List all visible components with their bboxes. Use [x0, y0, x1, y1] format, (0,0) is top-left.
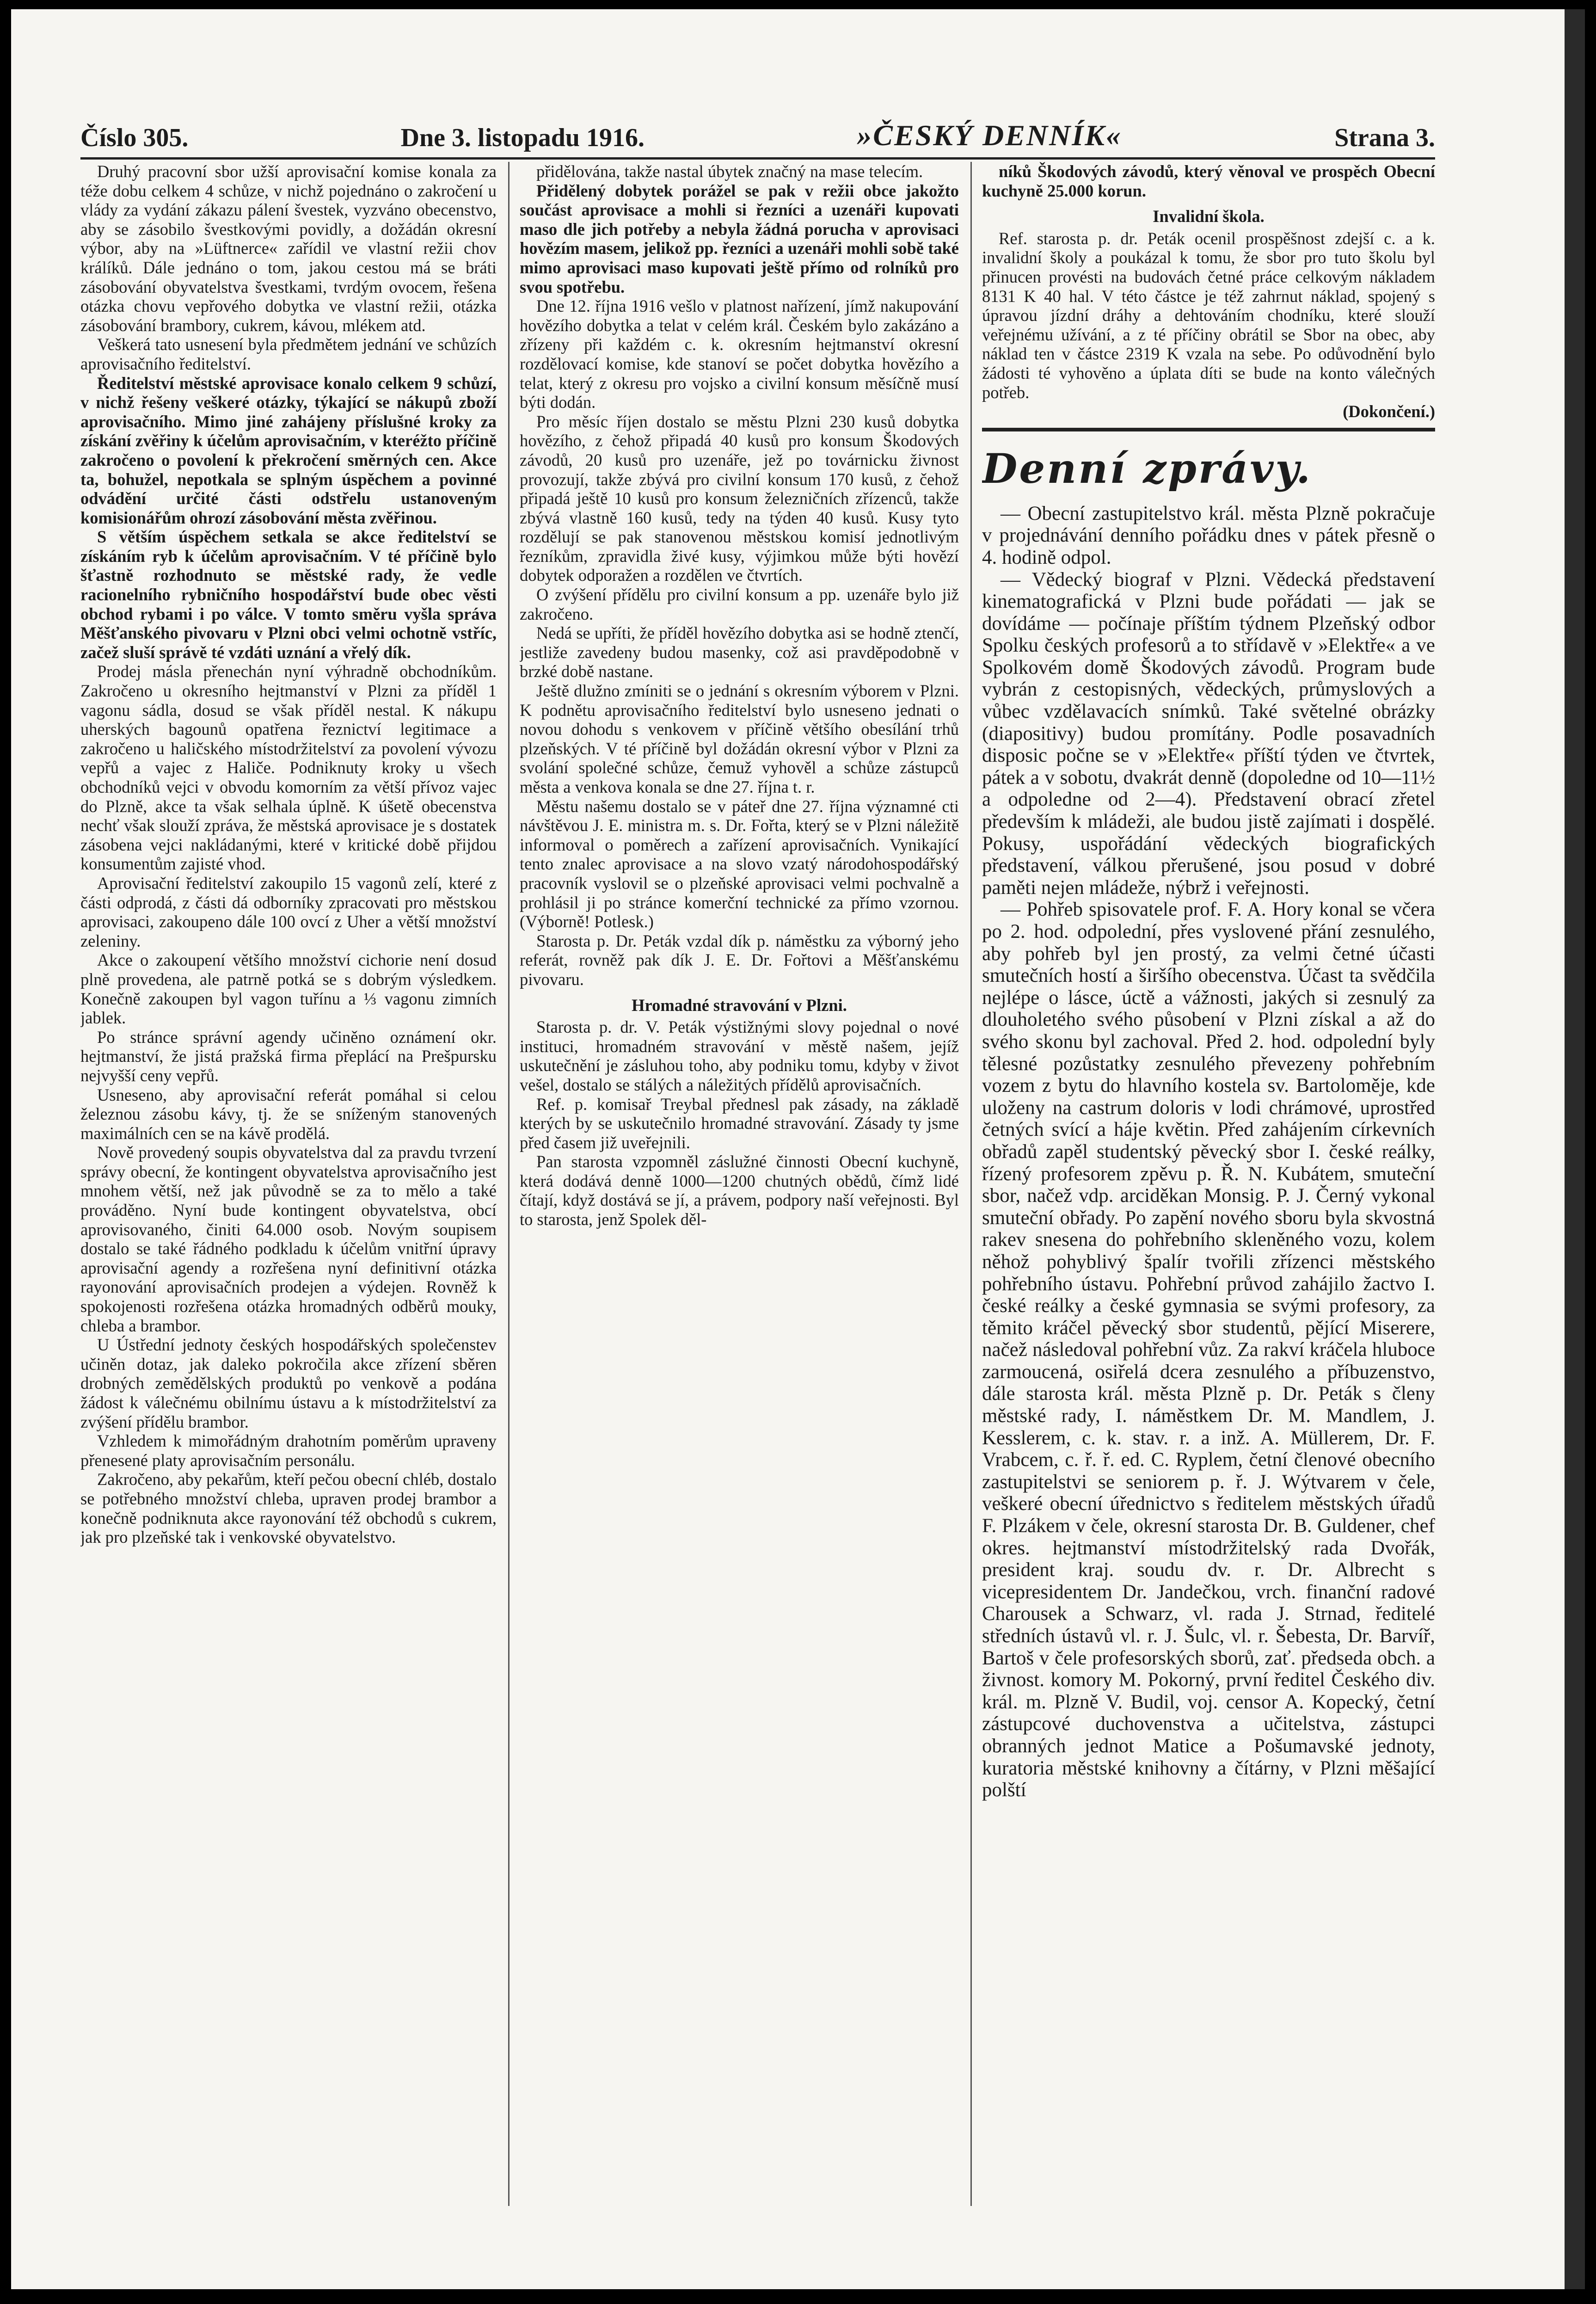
- paragraph: Nedá se upříti, že příděl hovězího dobytka asi se hodně ztenčí, jestliže zavedeny budou masenky, což asi pravděpodobně v brzké době nastane.: [520, 623, 959, 681]
- paragraph: Druhý pracovní sbor užší aprovisační komise konala za téže dobu celkem 4 schůze, v nichž pojednáno o zakročení u vlády za vydání zákazu pálení švestek, vyzváno obecenstvo, aby se zásobilo švestkovými povidly, a dožádán okresní výbor, aby na »Lüftnerce« zařídil ve vlastní režii chov králíků. Dále jednáno o tom, jakou cestou má se bráti zásobování obyvatelstva švestkami, tvrdým ovocem, řešena otázka chovu vepřového dobytka ve vlastní režii, otázka zásobování brambory, cukrem, kávou, mlékem atd.: [80, 162, 497, 335]
- scan-edge: [1565, 9, 1585, 2289]
- column-rule: [970, 162, 972, 2206]
- paragraph: Městu našemu dostalo se v páteř dne 27. října významné cti návštěvou J. E. ministra m. s. Dr. Fořta, který se v Plzni náležitě informoval o poměrech a zařízení aprovisačních. Vynikající tento znalec aprovisace a na slovo vzatý národohospodářský pracovník vyslovil se o plzeňské aprovisaci velmi pochvalně a prohlásil ji po stránce komerční technické za přímo vzornou. (Výborně! Potlesk.): [520, 796, 959, 931]
- paragraph: Veškerá tato usnesení byla předmětem jednání ve schůzích aprovisačního ředitelství.: [80, 335, 497, 373]
- continuation-note: (Dokončení.): [1343, 402, 1435, 421]
- section-divider: [982, 428, 1435, 431]
- page-number: Strana 3.: [1334, 123, 1435, 152]
- paragraph: Zakročeno, aby pekařům, kteří pečou obecní chléb, dostalo se potřebného množství chleba, upraven prodej brambor a konečně podniknuta akce rayonování též obchodů s cukrem, jak pro plzeňské tak i venkovské obyvatelstvo.: [80, 1470, 497, 1547]
- paragraph: Po stránce správní agendy učiněno oznámení okr. hejtmanství, že jistá pražská firma přeplácí na Prešpursku nejvyšší ceny vepřů.: [80, 1027, 497, 1085]
- paragraph: Akce o zakoupení většího množství cichorie není dosud plně provedena, ale patrně potká se s dobrým výsledkem. Konečně zakoupen byl vagon tuřínu a ⅓ vagonu zimních jablek.: [80, 950, 497, 1028]
- article-heading: Invalidní škola.: [1153, 207, 1265, 226]
- paragraph: přidělována, takže nastal úbytek značný na mase telecím.: [536, 162, 923, 181]
- paragraph: Ref. starosta p. dr. Peták ocenil prospěšnost zdejší c. a k. invalidní školy a poukázal k tomu, že sbor pro tuto školu byl přinucen provésti na budovách četné práce celkovým nákladem 8131 K 40 hal. V této částce je též zahrnut náklad, spojený s úpravou jízdní dráhy a dehtováním chodníku, které slouží veřejnému užívání, a z té příčiny obrátil se Sbor na obec, aby náklad ten v částce 2319 K vzala na sebe. Po odůvodnění bylo žádosti té vyhověno a úplata díti se bude na konto válečných potřeb.: [982, 228, 1435, 402]
- paragraph: Ještě dlužno zmíniti se o jednání s okresním výborem v Plzni. K podnětu aprovisačního ředitelství bylo usneseno jednati o novou dohodu s venkovem v příčině většího obesílání trhů plzeňských. V té příčině byl dožádán okresní výbor v Plzni za svolání společné schůze, čemuž vyhověl a schůze zástupců města a venkova konala se dne 27. října t. r.: [520, 681, 959, 796]
- paragraph: Pro měsíc říjen dostalo se městu Plzni 230 kusů dobytka hovězího, z čehož připadá 40 kusů pro konsum Škodových závodů, 20 kusů pro uzenáře, jež po továrnicku živnost provozují, takže zbývá pro civilní konsum 170 kusů, z čehož připadá ještě 10 kusů pro konsum železničních zřízenců, takže zbývá vlastně 160 kusů, tedy na týden 40 kusů. Kusy tyto rozdělují se pak stanovenou městskou komisí jednotlivým řezníkům, zpravidla živé kusy, výjimkou může býti hovězí dobytek odporažen a rozdělen ve čtvrtích.: [520, 412, 959, 585]
- paragraph: Starosta p. dr. V. Peták výstižnými slovy pojednal o nové instituci, hromadném stravování v městě našem, jejíž uskutečnění je zásluhou toho, aby podniku tomu, kdyby v život vešel, dostalo se stálých a náležitých přídělů aprovisačních.: [520, 1017, 959, 1094]
- paragraph: Ředitelství městské aprovisace konalo celkem 9 schůzí, v nichž řešeny veškeré otázky, týkající se nákupů zboží aprovisačního. Mimo jiné zahájeny příslušné kroky za získání zvěřiny k účelům aprovisačním, v kteréžto příčině zakročeno o povolení k překročení směrných cen. Akce ta, bohužel, nepotkala se splným úspěchem a povinné odvádění určité části odstřelu ustanoveným komisionářům ohrozí zásobování města zvěřinou.: [80, 373, 497, 527]
- news-item: — Vědecký biograf v Plzni. Vědecká představení kinematografická v Plzni bude pořádati — jak se dovídáme — počínaje příštím týdnem Plzeňský odbor Spolku českých profesorů a to střídavě v »Elektře« a ve Spolkovém domě Škodových závodů. Program bude vybrán z cestopisných, vědeckých, průmyslových a vůbec vzdělavacích snímků. Také světelné obrázky (diapositivy) budou promítány. Podle posavadních disposic počne se v »Elektře« příští týden ve čtvrtek, pátek a v sobotu, dvakrát denně (dopoledne od 10—11½ a odpoledne od 2—4). Představení obrací zřetel především k mládeži, ale budou jistě zajímati i dospělé. Pokusy, uspořádání vědeckých biografických představení, válkou přerušené, jsou posud v dobré paměti nejen mládeže, nýbrž i veřejnosti.: [982, 568, 1435, 899]
- newspaper-title: »ČESKÝ DENNÍK«: [857, 119, 1122, 152]
- paragraph: níků Škodových závodů, který věnoval ve prospěch Obecní kuchyně 25.000 korun.: [982, 162, 1435, 200]
- paragraph: Prodej másla přenechán nyní výhradně obchodníkům. Zakročeno u okresního hejtmanství v Plzni za příděl 1 vagonu sádla, dosud se však příděl nestal. K nákupu uherských bagounů opatřena řeznictví legitimace a zakročeno u haličského místodržitelství za povolení vývozu vepřů a vajec z Haliče. Podniknuty kroky u všech obchodníků vejci v obvodu komorním za větší přívoz vajec do Plzně, akce ta však selhala úplně. K úšetě obecenstva nechť však slouží zpráva, že městská aprovisace je s dostatek zásobena vejci nakládanými, které v kritické době přijdou konsumentům zajisté vhod.: [80, 662, 497, 874]
- column-rule: [508, 162, 509, 2206]
- paragraph: Aprovisační ředitelství zakoupilo 15 vagonů zelí, které z části odprodá, z části dá odborníky zpracovati pro městskou aprovisaci, zakoupeno dále 100 ovcí z Uher a větší množství zeleniny.: [80, 873, 497, 950]
- paragraph: Dne 12. října 1916 vešlo v platnost nařízení, jímž nakupování hovězího dobytka a telat v celém král. Českém bylo zakázáno a zřízeny při každém c. k. okresním hejtmanství okresní rozdělovací komise, kde stanoví se počet dobytka hovězího a telat, který z okresu pro vojsko a civilní konsum měsíčně musí býti dodán.: [520, 296, 959, 412]
- paragraph: U Ústřední jednoty českých hospodářských společenstev učiněn dotaz, jak daleko pokročila akce zřízení sběren drobných zemědělských produktů po venkově a podána žádost k válečnému obilnímu ústavu a k místodržitelství za zvýšení přídělu brambor.: [80, 1335, 497, 1431]
- news-item: — Obecní zastupitelstvo král. města Plzně pokračuje v projednávání denního pořádku dnes v pátek přesně o 4. hodině odpol.: [982, 502, 1435, 568]
- issue-date: Dne 3. listopadu 1916.: [400, 123, 645, 152]
- page-header: [80, 102, 1435, 160]
- paragraph: Pan starosta vzpomněl záslužné činnosti Obecní kuchyně, která dodává denně 1000—1200 chutných obědů, čímž lidé čítají, když dostává se jí, a právem, podpory naší veřejnosti. Byl to starosta, jenž Spolek děl-: [520, 1152, 959, 1229]
- paragraph: S větším úspěchem setkala se akce ředitelství se získáním ryb k účelům aprovisačním. V té příčině bylo šťastně rozhodnuto se městské rady, že vedle racionelního rybničního hospodářství bude obec věsti obchod rybami i po válce. V tomto směru vyšla správa Měšťanského pivovaru v Plzni obci velmi ochotně vstříc, začež sluší správě té vzdáti uznání a vřelý dík.: [80, 527, 497, 662]
- news-section: [982, 503, 1435, 1801]
- newspaper-page: [11, 9, 1565, 2289]
- news-item: — Pohřeb spisovatele prof. F. A. Hory konal se včera po 2. hod. odpolední, přes vyslovené přání zesnulého, aby pohřeb byl jen prostý, za velmi četné účasti smutečních hostí a širšího obecenstva. Účast ta svědčila nejlépe o lásce, úctě a vážnosti, jakých si zesnulý za dlouholetého svého působení v Plzni získal a až do svého skonu byl zachoval. Před 2. hod. odpolední byly tělesné pozůstatky zesnulého převezeny pohřebním vozem z bytu do hlavního kostela sv. Bartoloměje, kde uloženy na castrum doloris v lodi chrámové, uprostřed četných svící a háje květin. Před zahájením církevních obřadů zapěl studentský pěvecký sbor I. české reálky, řízený profesorem zpěvu p. Ř. N. Kubátem, smuteční sbor, načež vdp. arciděkan Monsig. P. J. Černý vykonal smuteční obřady. Po zapění nového sboru byla skvostná rakev snesena do pohřebního skleněného vozu, kolem něhož pohyblivý špalír tvořili zřízenci městského pohřebního ústavu. Pohřební průvod zahájilo žactvo I. české reálky a české gymnasia se svými profesory, za těmito kráčel pěvecký sbor studentů, pějící Miserere, načež následoval pohřební vůz. Za rakví kráčela hluboce zarmoucená, osiřelá dcera zesnulého a příbuzenstvo, dále starosta král. města Plzně p. Dr. Peták s členy městské rady, I. náměstkem Dr. M. Mandlem, J. Kesslerem, c. k. stav. r. a inž. A. Müllerem, Dr. F. Vrabcem, c. ř. ř. ed. C. Ryplem, četní členové obecního zastupitelstvi se seniorem p. ř. J. Wýtvarem v čele, veškeré obecní úřednictvo s ředitelem městských úřadů F. Plzákem v čele, okresní starosta Dr. B. Guldener, chef okres. hejtmanství místodržitelský rada Dvořák, president kraj. soudu dv. r. Dr. Albrecht s vicepresidentem Dr. Jandečkou, vrch. finanční radové Charousek a Schwarz, vl. rada J. Strnad, ředitelé středních ústavů vl. r. J. Šulc, vl. r. Šebesta, Dr. Barvíř, Bartoš v čele profesorských sborů, zať. předseda obch. a živnost. komory M. Pokorný, první ředitel Českého div. král. m. Plzně V. Budil, voj. censor A. Kopecký, četní zástupcové duchovenstva a učitelstva, zástupci obranných jednot Matice a Pošumavské jednoty, kuratoria městské knihovny a čítárny, v Plzni měšající polští: [982, 899, 1435, 1801]
- paragraph: Nově provedený soupis obyvatelstva dal za pravdu tvrzení správy obecní, že kontingent obyvatelstva aprovisačního jest mnohem větší, než jak původně se za to mělo a také prováděno. Nyní bude kontingent obyvatelstva, obcí aprovisovaného, činiti 64.000 osob. Novým soupisem dostalo se také řádného podkladu k účelům vnitřní úpravy aprovisační agendy a rozřešena nyní definitivní otázka rayonování aprovisačních prodejen a výdejen. Rovněž k spokojenosti rozřešena otázka hromadných odběrů mouky, chleba a brambor.: [80, 1143, 497, 1335]
- column-1: [80, 162, 497, 2206]
- column-2: [520, 162, 959, 2206]
- paragraph: Přidělený dobytek porážel se pak v režii obce jakožto součást aprovisace a mohli si řezníci a uzenáři kupovati maso dle jich potřeby a nebyla žádná porucha v aprovisaci hovězím masem, jelikož pp. řezníci a uzenáři mohli sobě také mimo aprovisaci maso kupovati ještě přímo od rolníků pro svou spotřebu.: [520, 181, 959, 296]
- issue-number: Číslo 305.: [80, 123, 189, 152]
- paragraph: Ref. p. komisař Treybal přednesl pak zásady, na základě kterých by se uskutečnilo hromadné stravování. Zásady ty jsme před časem již uveřejnili.: [520, 1094, 959, 1152]
- column-3: [982, 162, 1435, 2206]
- section-title: Denní zprávy.: [982, 444, 1313, 493]
- paragraph: Starosta p. Dr. Peták vzdal dík p. náměstku za výborný jeho referát, rovněž pak dík J. E. Dr. Fořtovi a Měšťanskému pivovaru.: [520, 931, 959, 989]
- paragraph: Usneseno, aby aprovisační referát pomáhal si celou železnou zásobu kávy, tj. že se sníženým stanovených maximálních cen se na kávě prodělá.: [80, 1085, 497, 1143]
- paragraph: O zvýšení přídělu pro civilní konsum a pp. uzenáře bylo již zakročeno.: [520, 585, 959, 623]
- article-heading: Hromadné stravování v Plzni.: [632, 995, 847, 1015]
- paragraph: Vzhledem k mimořádným drahotním poměrům upraveny přenesené platy aprovisačním personálu.: [80, 1431, 497, 1470]
